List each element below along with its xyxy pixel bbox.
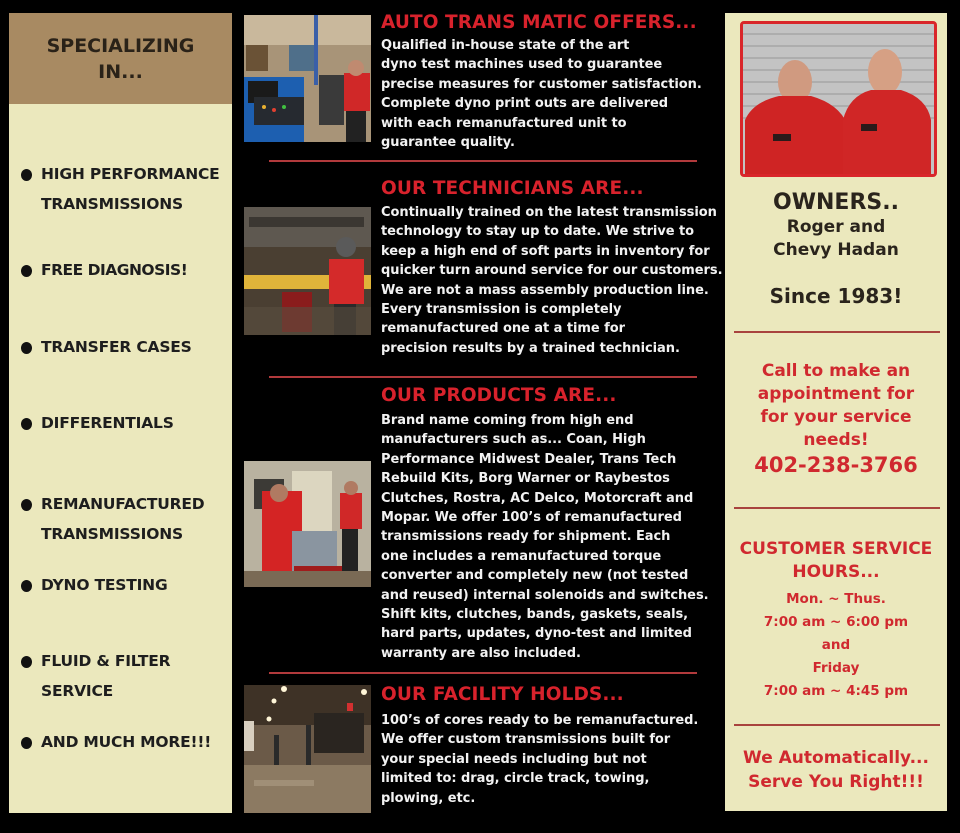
section-divider — [269, 160, 697, 162]
call-to-action — [725, 360, 947, 452]
specialty-label: DIFFERENTIALS — [41, 414, 174, 432]
panel-divider — [734, 724, 940, 726]
section-divider — [269, 672, 697, 674]
section-body: Brand name coming from high end manufacturers such as... Coan, High Performance Midwest Dealer, Trans Tech Rebuild Kits, Borg Warner or Raybestos Clutches, Rostra, AC Delco, Motorcraft and Mopar. We offer 100’s of remanufactured transmissions ready for shipment. Each one includes a remanufactured torque converter and completely new (not tested and reused) internal solenoids and switches. Shift kits, clutches, bands, gaskets, seals, hard parts, updates, dyno-test and limited warranty are also included. — [381, 413, 709, 661]
section-body: 100’s of cores ready to be remanufactured. We offer custom transmissions built for your special needs including but not limited to: drag, circle track, towing, plowing, etc. — [381, 713, 699, 806]
specialty-label: REMANUFACTURED — [41, 495, 205, 513]
specialty-item — [21, 255, 187, 285]
hours-line: Friday — [812, 660, 860, 676]
panel-divider — [734, 331, 940, 333]
specialty-item — [21, 570, 167, 600]
hours-line: 7:00 am ~ 4:45 pm — [763, 683, 909, 699]
specialty-item — [21, 489, 204, 549]
section-body: Continually trained on the latest transmission technology to stay up to date. We strive to keep a high end of soft parts in inventory for quicker turn around service for our customers. We are not a mass assembly production line. Every transmission is completely remanufactured one at a time for precision results by a trained technician. — [381, 205, 723, 356]
specialty-item — [21, 646, 170, 706]
slogan-line2: Serve You Right!!! — [748, 772, 924, 792]
facility-interior-photo — [244, 685, 371, 813]
workshop-technicians-photo — [244, 461, 371, 587]
bullet-icon — [21, 737, 32, 749]
bullet-icon — [21, 169, 32, 181]
hours-line: Mon. ~ Thus. — [786, 591, 886, 607]
panel-divider — [734, 507, 940, 509]
specialty-item — [21, 727, 211, 757]
call-line: for your service — [760, 407, 912, 427]
owners-name-line1: Roger and — [786, 217, 886, 237]
section-divider — [269, 376, 697, 378]
section-body: Qualified in-house state of the art dyno test machines used to guarantee precise measures for customer satisfaction. Complete dyno print outs are delivered with each remanufactured unit to guarantee quality. — [381, 38, 702, 151]
specializing-heading-line1: SPECIALIZING — [46, 34, 195, 57]
section-title: OUR TECHNICIANS ARE... — [381, 178, 644, 199]
call-line: needs! — [803, 430, 869, 450]
specialty-item — [21, 408, 174, 438]
section-title: OUR PRODUCTS ARE... — [381, 385, 617, 406]
since-year: Since 1983! — [769, 284, 903, 308]
specialty-label: HIGH PERFORMANCE — [41, 165, 220, 183]
section-title: AUTO TRANS MATIC OFFERS... — [381, 12, 697, 33]
specialty-label-cont: TRANSMISSIONS — [41, 525, 183, 543]
hours-line: 7:00 am ~ 6:00 pm — [763, 614, 909, 630]
bullet-icon — [21, 580, 32, 592]
specializing-panel — [9, 13, 232, 813]
hours-list — [725, 588, 947, 703]
bullet-icon — [21, 342, 32, 354]
specialty-label: FLUID & FILTER — [41, 652, 171, 670]
specialty-label: FREE DIAGNOSIS! — [41, 261, 188, 279]
bullet-icon — [21, 499, 32, 511]
hours-heading — [725, 538, 947, 584]
owners-heading: OWNERS.. — [773, 190, 899, 215]
technician-under-lift-photo — [244, 207, 371, 335]
phone-number[interactable]: 402-238-3766 — [754, 453, 918, 477]
hours-heading-line1: CUSTOMER SERVICE — [739, 539, 933, 559]
hours-line: and — [821, 637, 851, 653]
specialty-item — [21, 159, 220, 219]
call-line: appointment for — [757, 384, 915, 404]
specialty-label: AND MUCH MORE!!! — [41, 733, 212, 751]
bullet-icon — [21, 418, 32, 430]
specialty-label-cont: TRANSMISSIONS — [41, 195, 183, 213]
owners-panel — [725, 13, 947, 811]
section-title: OUR FACILITY HOLDS... — [381, 684, 624, 705]
specialty-label: DYNO TESTING — [41, 576, 168, 594]
specialty-label: TRANSFER CASES — [41, 338, 192, 356]
bullet-icon — [21, 656, 32, 668]
specialty-label-cont: SERVICE — [41, 682, 114, 700]
specializing-heading-line2: IN... — [98, 60, 143, 83]
owners-name-line2: Chevy Hadan — [773, 240, 899, 260]
dyno-machine-photo — [244, 15, 371, 142]
slogan-line1: We Automatically... — [743, 748, 929, 768]
owners-photo — [740, 21, 937, 177]
bullet-icon — [21, 265, 32, 277]
specializing-heading — [9, 13, 232, 104]
specialty-item — [21, 332, 192, 362]
hours-heading-line2: HOURS... — [792, 562, 880, 582]
slogan — [725, 746, 947, 794]
call-line: Call to make an — [761, 361, 911, 381]
